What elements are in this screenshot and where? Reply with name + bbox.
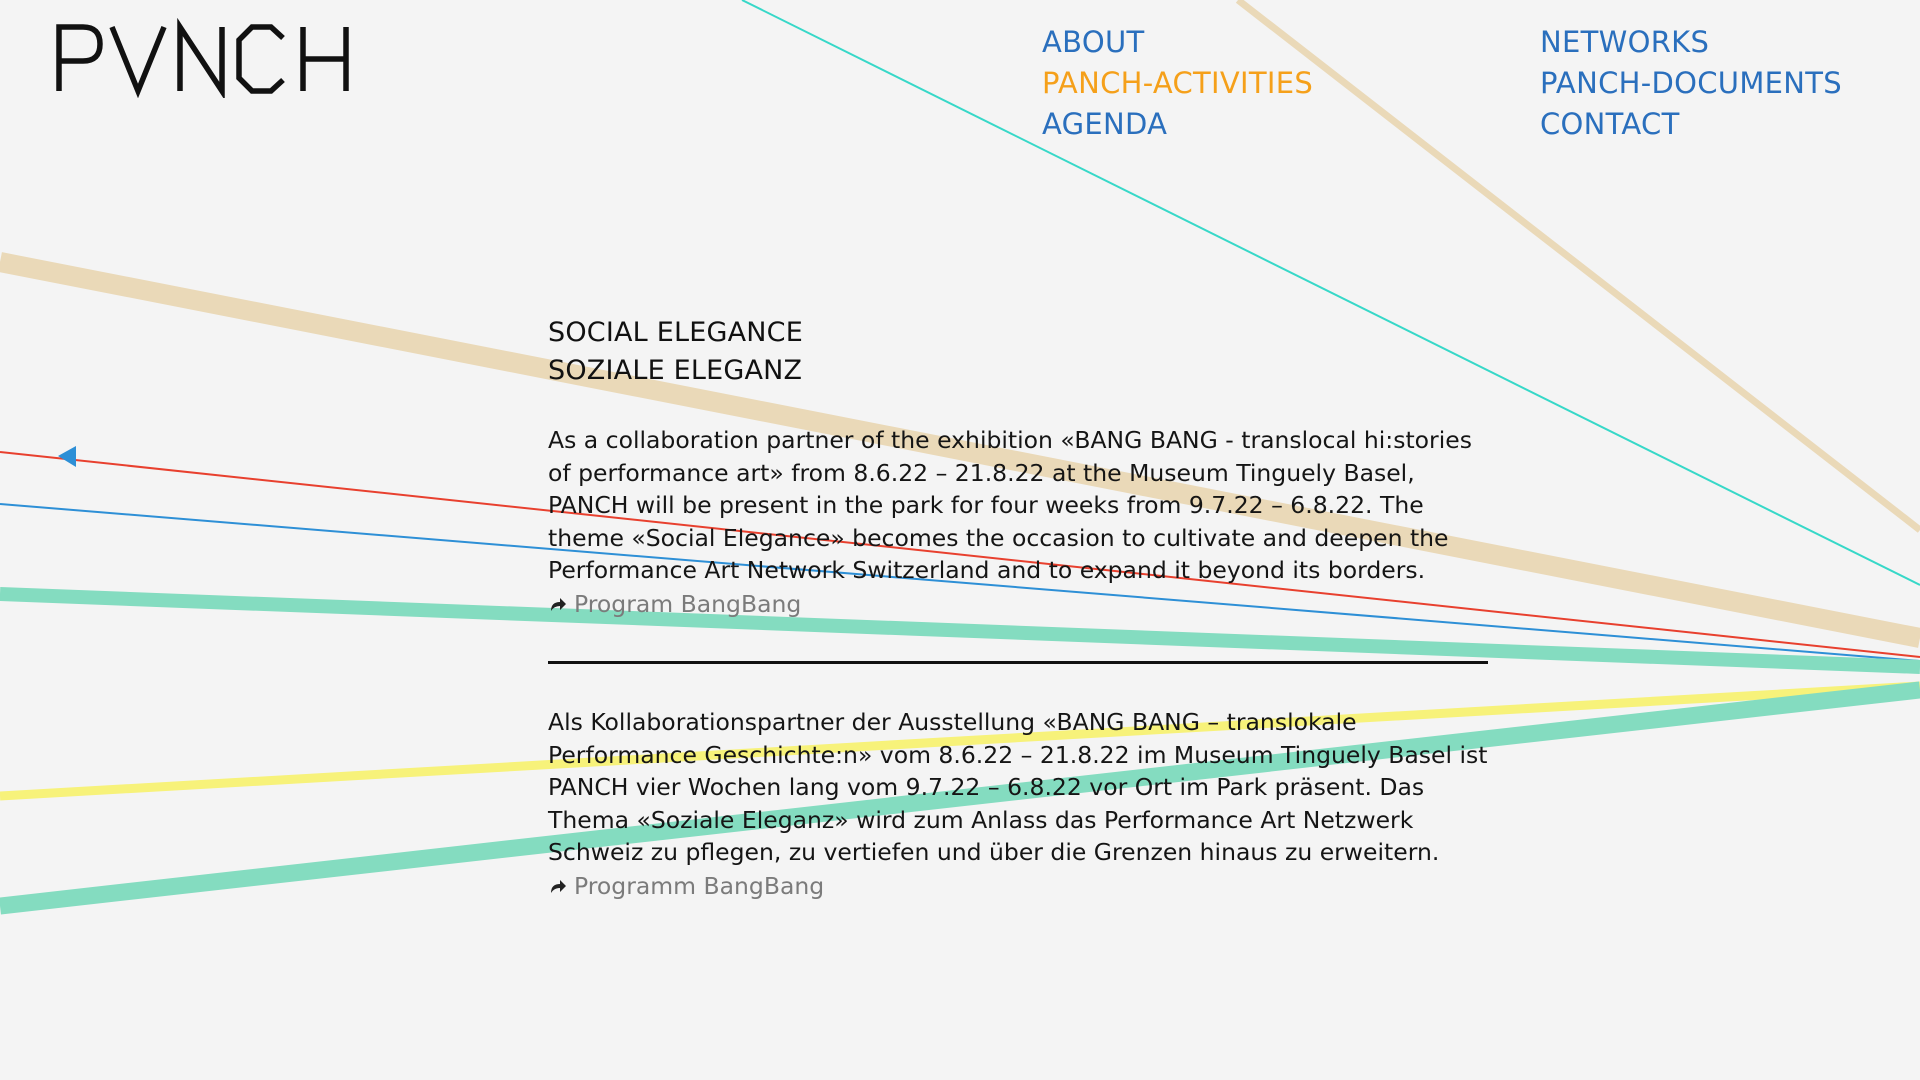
panch-logo[interactable] xyxy=(56,18,376,102)
nav-contact[interactable]: CONTACT xyxy=(1540,107,1680,141)
programm-bangbang-link[interactable]: Programm BangBang xyxy=(574,871,825,900)
program-link-row-en xyxy=(548,587,1488,621)
nav-agenda[interactable]: AGENDA xyxy=(1042,107,1168,141)
nav-about[interactable]: ABOUT xyxy=(1042,25,1145,59)
nav-networks[interactable]: NETWORKS xyxy=(1540,25,1710,59)
program-bangbang-link[interactable]: Program BangBang xyxy=(574,589,802,618)
share-arrow-icon xyxy=(548,876,568,896)
nav-panch-documents[interactable]: PANCH-DOCUMENTS xyxy=(1540,66,1842,100)
nav-primary xyxy=(1042,22,1313,145)
article xyxy=(548,314,1488,903)
share-arrow-icon xyxy=(548,594,568,614)
nav-secondary xyxy=(1540,22,1842,145)
body-english: As a collaboration partner of the exhibition «BANG BANG - translocal hi:stories of performance art» from 8.6.22 – 21.8.22 at the Museum Tinguely Basel, PANCH will be present in the park for four weeks from 9.7.22 – 6.8.22. The theme «Social Elegance» becomes the occasion to cultivate and deepen the Performance Art Network Switzerland and to expand it beyond its borders. xyxy=(548,426,1472,585)
nav-panch-activities[interactable]: PANCH-ACTIVITIES xyxy=(1042,66,1314,100)
triangle-left-icon xyxy=(58,446,76,467)
panch-logo-mark xyxy=(56,18,376,98)
body-german: Als Kollaborationspartner der Ausstellung «BANG BANG – translokale Performance Geschichte:n» vom 8.6.22 – 21.8.22 im Museum Tinguely Basel ist PANCH vier Wochen lang vom 9.7.22 – 6.8.22 vor Ort im Park präsent. Das Thema «Soziale Eleganz» wird zum Anlass das Performance Art Netzwerk Schweiz zu pflegen, zu vertiefen und über die Grenzen hinaus zu erweitern. xyxy=(548,707,1488,867)
page-title xyxy=(548,314,1488,390)
divider xyxy=(548,661,1488,664)
program-link-row-de xyxy=(548,869,1488,903)
title-english: SOCIAL ELEGANCE xyxy=(548,317,803,348)
title-german: SOZIALE ELEGANZ xyxy=(548,355,803,386)
